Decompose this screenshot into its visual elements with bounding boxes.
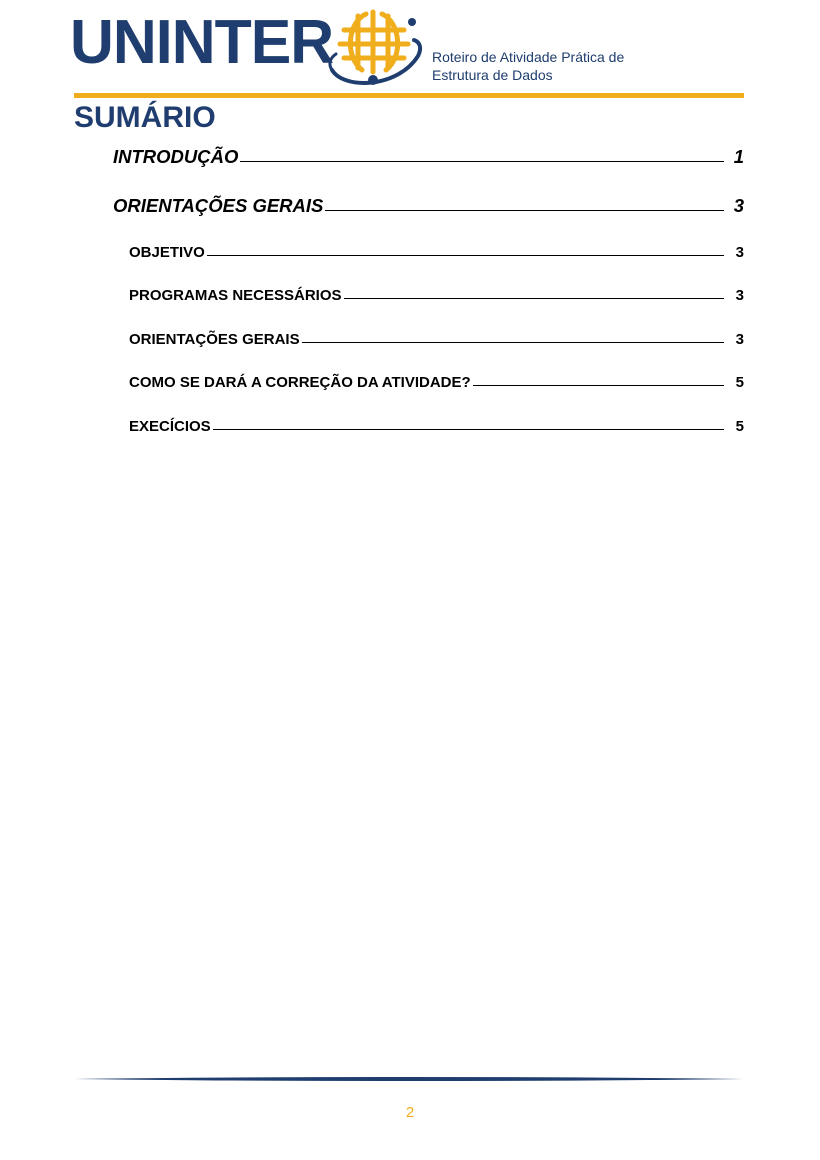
toc-entry-page: 3 bbox=[733, 195, 744, 216]
toc-title: SUMÁRIO bbox=[74, 101, 216, 134]
toc-entry-orientacoes-gerais-sub[interactable] bbox=[129, 331, 744, 348]
toc-entry-execicios[interactable] bbox=[129, 418, 744, 435]
document-subtitle-line1: Roteiro de Atividade Prática de bbox=[432, 49, 625, 65]
uninter-logo-text: UNINTER bbox=[70, 8, 334, 77]
toc-entry-label: OBJETIVO bbox=[129, 244, 205, 261]
toc-entry-label: PROGRAMAS NECESSÁRIOS bbox=[129, 287, 342, 304]
toc-leader bbox=[302, 342, 724, 343]
toc-entry-page: 3 bbox=[735, 287, 744, 304]
uninter-globe-icon bbox=[318, 8, 426, 88]
document-subtitle-line2: Estrutura de Dados bbox=[432, 67, 553, 83]
header-divider bbox=[74, 93, 744, 98]
toc-entry-page: 3 bbox=[735, 331, 744, 348]
toc-leader bbox=[213, 429, 724, 430]
page-number: 2 bbox=[405, 1104, 415, 1121]
toc-leader bbox=[344, 298, 724, 299]
toc-entry-label: INTRODUÇÃO bbox=[113, 146, 239, 167]
toc-entry-page: 5 bbox=[735, 418, 744, 435]
footer-divider bbox=[74, 1074, 744, 1084]
toc-entry-page: 1 bbox=[733, 146, 744, 167]
toc-entry-introducao[interactable] bbox=[113, 146, 744, 168]
document-subtitle bbox=[432, 48, 624, 84]
toc-entry-orientacoes-gerais[interactable] bbox=[113, 195, 744, 217]
toc-entry-label: EXECÍCIOS bbox=[129, 418, 211, 435]
toc-entry-correcao[interactable] bbox=[129, 374, 744, 391]
toc-leader bbox=[207, 255, 724, 256]
toc-entry-page: 5 bbox=[735, 374, 744, 391]
toc-entry-objetivo[interactable] bbox=[129, 244, 744, 261]
toc-leader bbox=[240, 161, 724, 162]
toc-entry-programas-necessarios[interactable] bbox=[129, 287, 744, 304]
toc-entry-label: ORIENTAÇÕES GERAIS bbox=[113, 195, 324, 216]
toc-entry-label: ORIENTAÇÕES GERAIS bbox=[129, 331, 300, 348]
toc-entry-page: 3 bbox=[735, 244, 744, 261]
toc-entry-label: COMO SE DARÁ A CORREÇÃO DA ATIVIDADE? bbox=[129, 374, 471, 391]
toc-leader bbox=[473, 385, 724, 386]
toc-leader bbox=[325, 210, 724, 211]
